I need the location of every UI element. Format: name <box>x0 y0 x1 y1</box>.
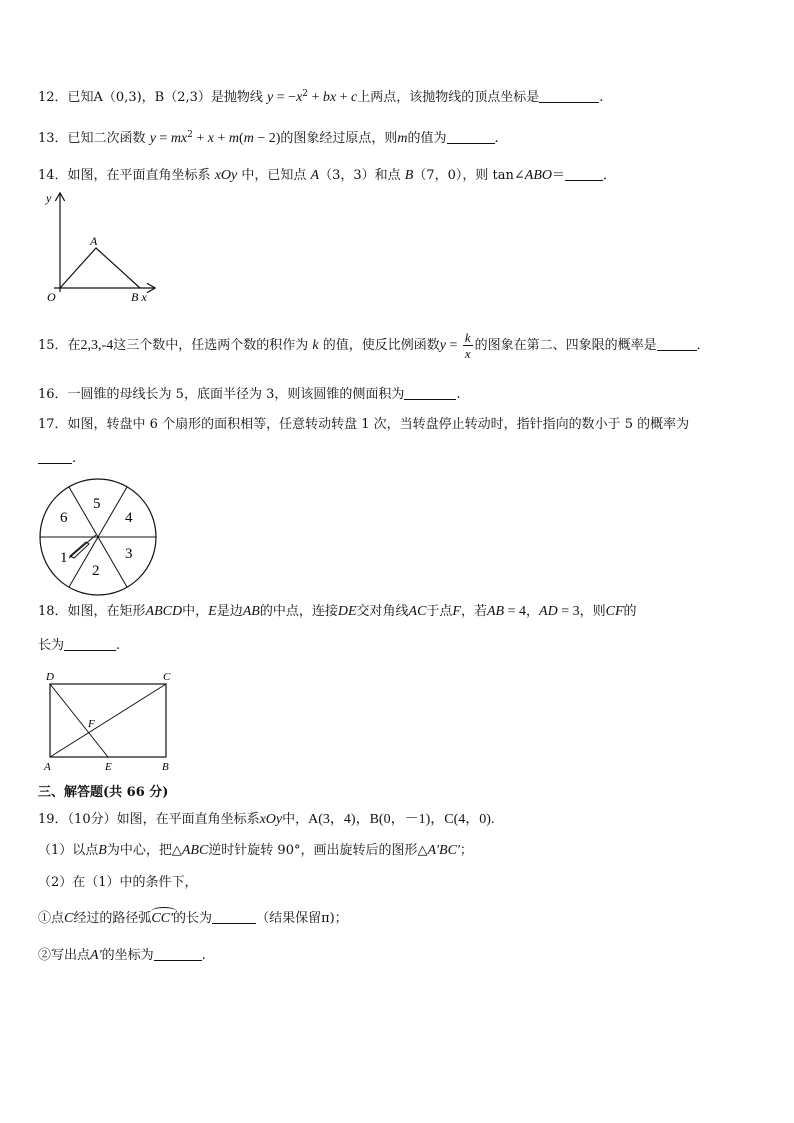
q19-text: 19．（10分）如图，在平面直角坐标系 <box>38 812 260 827</box>
q19-s1-end: （结果保留π)； <box>256 911 348 926</box>
q19-s1-answer-blank[interactable] <box>212 909 256 924</box>
q14-answer-blank[interactable] <box>565 166 603 181</box>
q18-answer-blank[interactable] <box>64 636 116 651</box>
q14-triangle <box>60 248 140 288</box>
q17-spinner <box>36 478 160 602</box>
q12-eq-bx: bx <box>322 90 337 105</box>
question-19-part2 <box>38 874 198 892</box>
q14-label-o: O <box>47 290 56 304</box>
q13-eq-tail: − 2) <box>253 131 281 146</box>
q15-func-eq: = <box>445 338 461 353</box>
q18-de: DE <box>337 604 357 619</box>
q14-point-a: A <box>310 168 320 183</box>
q19-p2: （2）在（1）中的条件下， <box>38 875 198 890</box>
q19-p1-end: ； <box>459 843 473 858</box>
q19-p1-image: A'BC' <box>427 843 460 858</box>
q14-label-bx: B x <box>131 290 147 304</box>
q18-diagonal-ac <box>50 684 166 757</box>
question-18 <box>38 603 637 621</box>
q15-nums: 2,3,-4 <box>80 338 114 353</box>
q18-text-1: 中， <box>182 604 209 619</box>
q18-label-d: D <box>46 671 54 683</box>
q18-text-6: ，若 <box>460 604 487 619</box>
q19-s2-pre: ②写出点 <box>38 948 91 963</box>
q19-s1-post: 的长为 <box>173 911 213 926</box>
q14-b-coord: （7，0），则 tan∠ <box>413 168 525 183</box>
q13-eq-m: m <box>228 131 240 146</box>
q18-comma: ， <box>526 604 540 619</box>
q18-v1: = 4 <box>504 604 527 619</box>
q17-sector-3: 3 <box>125 546 133 562</box>
q13-eq-eq: = <box>155 131 171 146</box>
q19-p1-abc: ABC <box>181 843 209 858</box>
q19-s2-a: A' <box>90 948 102 963</box>
q18-label-b: B <box>162 761 169 773</box>
q14-text: 14．如图，在平面直角坐标系 <box>38 168 211 183</box>
q18-f: F <box>452 604 461 619</box>
q12-answer-blank[interactable] <box>539 88 599 103</box>
q19-p1-pre: （1）以点 <box>38 843 99 858</box>
q13-text-mid: 的图象经过原点，则 <box>280 131 398 146</box>
q18-abcd: ABCD <box>145 604 183 619</box>
q15-text-post: 的图象在第二、四象限的概率是 <box>474 338 657 353</box>
q12-text-post: 上两点，该抛物线的顶点坐标是 <box>357 90 540 105</box>
q19-s2-post: 的坐标为 <box>101 948 154 963</box>
q19-s2-answer-blank[interactable] <box>154 946 202 961</box>
q18-text-8: 的 <box>623 604 637 619</box>
q13-eq-paren: ( <box>239 131 244 146</box>
q17-end: . <box>72 451 77 466</box>
question-19 <box>38 811 494 829</box>
q13-eq-y: y <box>149 131 156 146</box>
q18-text-5: 于点 <box>426 604 453 619</box>
question-19-sub1 <box>38 909 348 928</box>
q19-s1-pre: ①点 <box>38 911 65 926</box>
q14-eq: ＝ <box>551 168 565 183</box>
q18-segment-de <box>50 684 108 757</box>
q14-text-mid: 中，已知点 <box>241 168 307 183</box>
q15-var-k: k <box>312 338 319 353</box>
q14-xoy: xOy <box>214 168 238 183</box>
q19-s1-mid: 经过的路径弧 <box>73 911 152 926</box>
q18-line2: 长为 <box>38 638 65 653</box>
q13-text: 13．已知二次函数 <box>38 131 146 146</box>
q16-text: 16．一圆锥的母线长为 5，底面半径为 3，则该圆锥的侧面积为 <box>38 387 405 402</box>
q18-label-e: E <box>105 761 112 773</box>
q19-p1-b: B <box>98 843 107 858</box>
q16-end: . <box>456 387 461 402</box>
q14-figure <box>36 188 156 308</box>
question-19-sub2 <box>38 946 206 965</box>
q18-ab: AB <box>242 604 260 619</box>
q19-arc-label <box>151 911 173 926</box>
q17-sector-2: 2 <box>92 563 100 579</box>
q17-answer-blank[interactable] <box>38 449 72 464</box>
q13-eq-x: x <box>207 131 214 146</box>
q18-figure <box>40 668 180 776</box>
q19-s1-arc: CC' <box>151 911 174 926</box>
q12-end: . <box>599 90 604 105</box>
q17-sector-4: 4 <box>125 510 133 526</box>
q18-end: . <box>116 638 121 653</box>
q12-eq-x: x <box>296 90 303 105</box>
q17-text: 17．如图，转盘中 6 个扇形的面积相等，任意转动转盘 1 次，当转盘停止转动时，指针指向的数小于 5 的概率为 <box>38 417 690 432</box>
q18-text-4: 交对角线 <box>356 604 409 619</box>
q14-a-coord: （3，3）和点 <box>319 168 401 183</box>
q13-var-m: m <box>397 131 408 146</box>
q19-p1-mid: 为中心，把△ <box>106 843 182 858</box>
q12-eq-sup: 2 <box>302 89 309 99</box>
q12-eq-c: c <box>351 90 358 105</box>
q14-point-b: B <box>404 168 414 183</box>
q14-label-a: A <box>90 234 98 248</box>
q14-end: ． <box>603 168 617 183</box>
q18-v2: = 3 <box>557 604 580 619</box>
q18-e: E <box>208 604 217 619</box>
q12-eq-y: y <box>267 90 274 105</box>
q18-text-2: 是边 <box>216 604 243 619</box>
q12-text: 12．已知A（0,3)，B（2,3）是抛物线 <box>38 90 263 105</box>
q14-abo: ABO <box>524 168 552 183</box>
q18-cf: CF <box>605 604 624 619</box>
q18-ab2: AB <box>487 604 505 619</box>
q13-eq-mx: mx <box>170 131 188 146</box>
q17-sector-1: 1 <box>60 550 68 566</box>
q16-answer-blank[interactable] <box>404 385 456 400</box>
q15-answer-blank[interactable] <box>657 336 697 351</box>
q18-text-3: 的中点，连接 <box>259 604 338 619</box>
q13-answer-blank[interactable] <box>447 129 495 144</box>
arc-icon <box>151 907 177 916</box>
question-15 <box>38 329 710 363</box>
q18-label-c: C <box>163 671 171 683</box>
q15-text-mid: 这三个数中，任选两个数的积作为 <box>113 338 309 353</box>
q15-text: 15．在 <box>38 338 81 353</box>
q13-eq-plus: + <box>192 131 208 146</box>
q12-eq-plus: + <box>308 90 323 105</box>
q18-text-7: ，则 <box>579 604 606 619</box>
q14-label-y: y <box>46 191 52 205</box>
q15-frac-num: k <box>464 330 471 345</box>
question-14 <box>38 166 616 185</box>
q18-label-a: A <box>44 761 51 773</box>
q18-text: 18．如图，在矩形 <box>38 604 146 619</box>
question-17-line2 <box>38 449 76 468</box>
q13-eq-plus2: + <box>214 131 229 146</box>
q12-eq-plus2: + <box>336 90 352 105</box>
q13-end: . <box>494 131 499 146</box>
q15-func-y: y <box>439 338 446 353</box>
q15-text-mid2: 的值，使反比例函数 <box>322 338 440 353</box>
q15-fraction <box>463 330 473 361</box>
q18-label-f: F <box>88 718 95 730</box>
q19-xoy: xOy <box>259 812 283 827</box>
q12-eq-op: = − <box>273 90 297 105</box>
q13-eq-m2: m <box>243 131 254 146</box>
question-12 <box>38 88 603 107</box>
q17-sector-6: 6 <box>60 510 68 526</box>
question-17 <box>38 416 689 434</box>
q18-ad: AD <box>539 604 558 619</box>
section-title <box>38 784 168 802</box>
q17-sector-5: 5 <box>93 496 101 512</box>
q19-mid: 中， <box>282 812 309 827</box>
q19-s2-end: . <box>201 948 206 963</box>
q13-text-post: 的值为 <box>407 131 447 146</box>
question-19-part1 <box>38 842 473 860</box>
q13-eq-sup: 2 <box>187 130 193 140</box>
question-18-line2 <box>38 636 120 655</box>
q19-p1-mid2: 逆时针旋转 90°，画出旋转后的图形△ <box>208 843 428 858</box>
q18-ac: AC <box>408 604 427 619</box>
question-16 <box>38 385 461 404</box>
q19-s1-c: C <box>64 911 74 926</box>
q15-end: ． <box>696 338 710 353</box>
section-3-title: 三、解答题(共 66 分) <box>38 785 169 800</box>
q15-frac-den: x <box>464 346 471 361</box>
q19-points: A(3，4)，B(0，－1)，C(4，0). <box>308 812 495 827</box>
question-13 <box>38 129 499 148</box>
